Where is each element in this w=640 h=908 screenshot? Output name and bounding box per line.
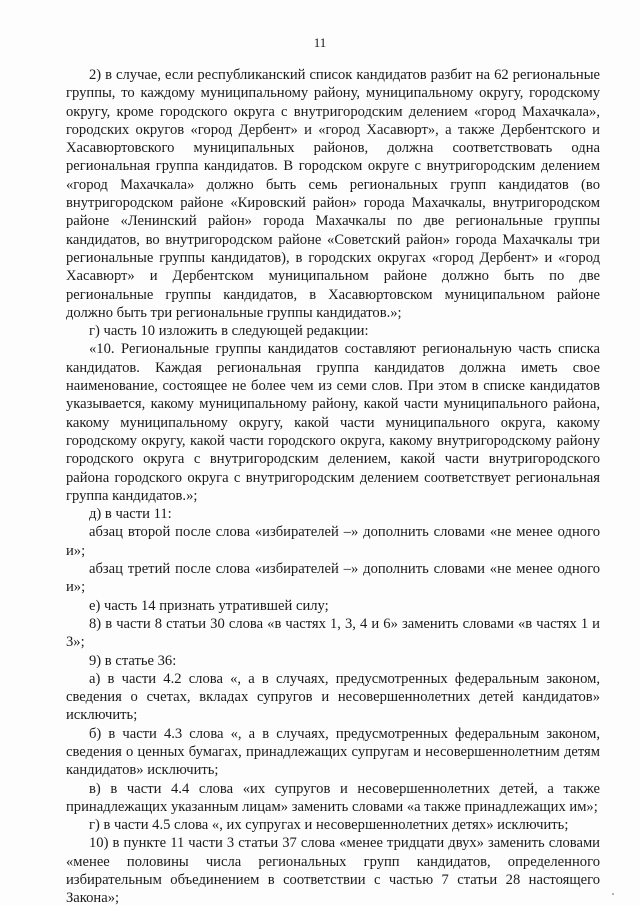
paragraph-sub-b: б) в части 4.3 слова «, а в случаях, предусмотренных федеральным законом, сведения о ценных бумагах, принадлежащих супругам и несовершеннолетним детям кандидатов» исключить; bbox=[66, 725, 600, 779]
paragraph-part-10: «10. Региональные группы кандидатов составляют региональную часть списка кандидатов. Каждая региональная группа кандидатов должна иметь свое наименование, состоящее не более чем из семи слов. При этом в списке кандидатов указывается, какому муниципальному району, какой части муниципального района, какому муниципальному округу, какой части муниципального округа, какому городскому округу, какой части городского округа, какому внутригородскому району городского округа с внутригородским делением, какой части внутригородского района городского округа с внутригородским делением соответствует региональная группа кандидатов.»; bbox=[66, 341, 600, 504]
paragraph-item-9: 9) в статье 36: bbox=[89, 652, 177, 669]
paragraph-abzac-3: абзац третий после слова «избирателей –» дополнить словами «не менее одного и»; bbox=[66, 561, 600, 596]
paragraph-sub-g-2: г) в части 4.5 слова «, их супругах и несовершеннолетних детях» исключить; bbox=[89, 817, 569, 834]
document-body bbox=[66, 66, 600, 908]
paragraph-abzac-2: абзац второй после слова «избирателей –» дополнить словами «не менее одного и»; bbox=[66, 524, 600, 559]
paragraph-sub-v: в) в части 4.4 слова «их супругов и несовершеннолетних детей, а также принадлежащих указанным лицам» заменить словами «а также принадлежащих им»; bbox=[66, 780, 600, 815]
scan-speck bbox=[612, 893, 614, 895]
paragraph-sub-e: е) часть 14 признать утратившей силу; bbox=[89, 597, 329, 614]
paragraph-item-2: 2) в случае, если республиканский список кандидатов разбит на 62 региональные группы, то каждому муниципальному району, муниципальному округу, городскому округу, кроме городского округа с внутригородским делением «город Махачкала», городских округов «город Дербент» и «город Хасавюрт», а также Дербентского и Хасавюртовского муниципальных районов, должна соответствовать одна региональная группа кандидатов. В городском округе с внутригородским делением «город Махачкала» должно быть семь региональных групп кандидатов (во внутригородском районе «Кировский район» города Махачкалы, внутригородском районе «Ленинский район» города Махачкалы по две региональные группы кандидатов, во внутригородском районе «Советский район» города Махачкалы три региональные группы кандидатов), в городских округах «город Дербент» и «город Хасавюрт» и Дербентском муниципальном районе должно быть по две региональные группы кандидатов, в Хасавюртовском муниципальном районе должно быть три региональные группы кандидатов.»; bbox=[66, 67, 600, 321]
paragraph-sub-g: г) часть 10 изложить в следующей редакции: bbox=[89, 323, 369, 340]
paragraph-item-10: 10) в пункте 11 части 3 статьи 37 слова «менее тридцати двух» заменить словами «менее половины числа региональных групп кандидатов, определенного избирательным объединением в соответствии с частью 7 статьи 28 настоящего Закона»; bbox=[66, 835, 600, 907]
paragraph-sub-a: а) в части 4.2 слова «, а в случаях, предусмотренных федеральным законом, сведения о счетах, вкладах супругов и несовершеннолетних детей кандидатов» исключить; bbox=[66, 670, 600, 724]
paragraph-item-8: 8) в части 8 статьи 30 слова «в частях 1, 3, 4 и 6» заменить словами «в частях 1 и 3»; bbox=[66, 615, 600, 651]
paragraph-sub-d: д) в части 11: bbox=[89, 506, 172, 523]
page-number: 11 bbox=[313, 35, 327, 50]
